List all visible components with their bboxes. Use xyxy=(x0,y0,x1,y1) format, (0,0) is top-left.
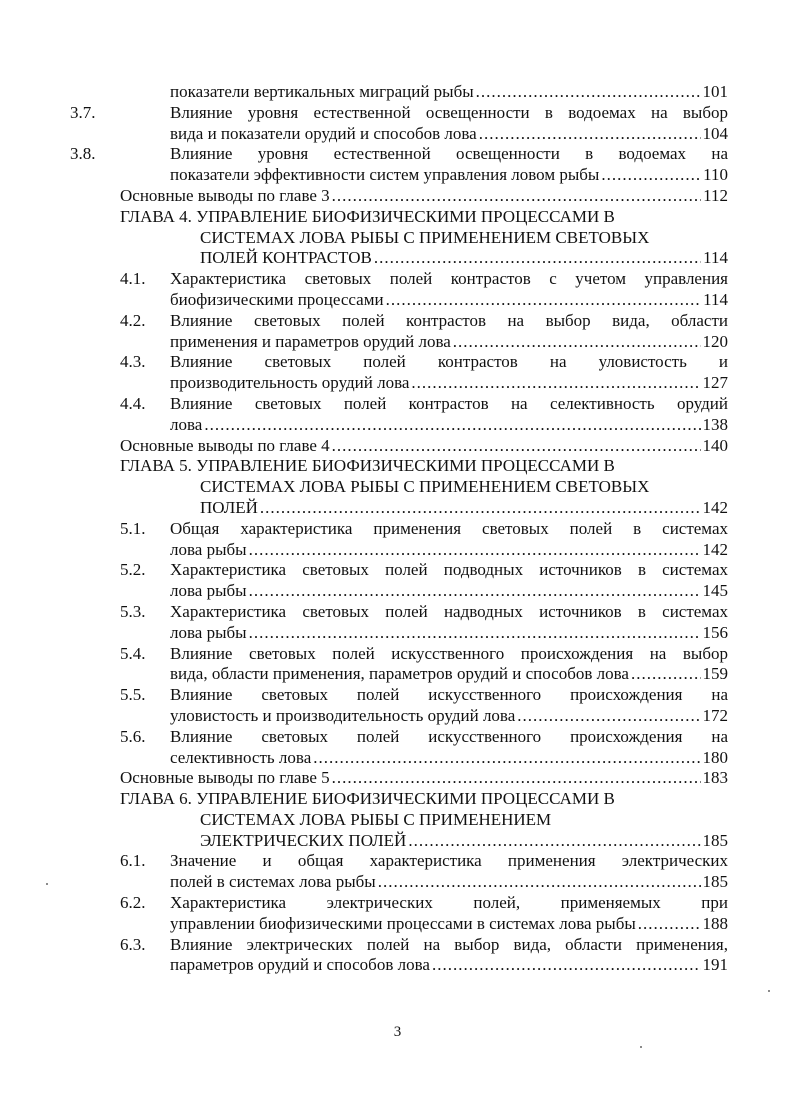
toc-entry-text: уловистость и производительность орудий лова xyxy=(170,705,516,725)
chapter-title-line: СИСТЕМАХ ЛОВА РЫБЫ С ПРИМЕНЕНИЕМ xyxy=(200,809,552,829)
toc-page-number: 127 xyxy=(702,373,728,393)
toc-entry-text: селективность лова xyxy=(170,747,312,767)
toc-entry-line: Общая характеристика применения световых полей в системах xyxy=(170,518,728,538)
toc-entry-line: Влияние световых полей искусственного происхождения на xyxy=(170,685,728,705)
toc-page-number: 156 xyxy=(702,622,728,642)
dot-leader xyxy=(332,436,701,457)
toc-entry-text: биофизическими процессами xyxy=(170,289,384,309)
section-number: 6.1. xyxy=(120,851,146,871)
toc-entry-6-1 xyxy=(120,851,728,893)
toc-entry-line: Характеристика световых полей контрастов с учетом управления xyxy=(170,269,728,289)
toc-page-number: 120 xyxy=(702,331,728,351)
dot-leader xyxy=(378,872,701,893)
toc-entry-conclusions-3 xyxy=(120,186,728,207)
toc-page-number: 183 xyxy=(702,768,728,788)
toc-entry-3-7 xyxy=(70,102,728,145)
section-number: 5.2. xyxy=(120,560,146,580)
toc-entry-6-3 xyxy=(120,935,728,977)
section-number: 4.1. xyxy=(120,269,146,289)
scan-speck xyxy=(46,883,48,885)
toc-page-number: 180 xyxy=(702,747,728,767)
chapter-title-line: ПОЛЕЙ xyxy=(200,497,258,517)
toc-entry-5-6 xyxy=(120,727,728,769)
chapter-title-line: СИСТЕМАХ ЛОВА РЫБЫ С ПРИМЕНЕНИЕМ СВЕТОВЫХ xyxy=(200,477,650,497)
toc-chapter-4 xyxy=(120,207,728,269)
section-number: 4.4. xyxy=(120,393,146,413)
dot-leader xyxy=(517,706,700,727)
toc-entry-5-3 xyxy=(120,602,728,644)
toc-page-number: 185 xyxy=(702,872,728,892)
toc-entry-4-2 xyxy=(120,311,728,353)
toc-entry-line: Влияние световых полей контрастов на выбор вида, области xyxy=(170,310,728,330)
toc-entry-line: Влияние уровня естественной освещенности в водоемах на выбор xyxy=(170,102,728,122)
toc-entry-5-1 xyxy=(120,519,728,561)
toc-page-number: 138 xyxy=(702,414,728,434)
toc-entry-conclusions-4 xyxy=(120,436,728,457)
section-number: 5.3. xyxy=(120,601,146,621)
section-number: 5.4. xyxy=(120,643,146,663)
chapter-title-line: ПОЛЕЙ КОНТРАСТОВ xyxy=(200,248,372,268)
toc-entry-text: Основные выводы по главе 4 xyxy=(120,435,330,455)
toc-entry-text: Основные выводы по главе 5 xyxy=(120,768,330,788)
toc-entry-text: показатели эффективности систем управления ловом рыбы xyxy=(170,165,600,185)
toc-entry-5-2 xyxy=(120,560,728,602)
dot-leader xyxy=(601,165,701,186)
toc-entry-line: Влияние световых полей контрастов на селективность орудий xyxy=(170,393,728,413)
toc-entry-line: Влияние световых полей контрастов на уловистость и xyxy=(170,352,728,372)
toc-page-number: 114 xyxy=(703,248,728,268)
toc-page-number: 101 xyxy=(702,82,728,101)
dot-leader xyxy=(638,914,701,935)
toc-entry-line: Влияние световых полей искусственного происхождения на xyxy=(170,726,728,746)
toc-entry-6-2 xyxy=(120,893,728,935)
scan-speck xyxy=(768,990,770,992)
toc-entry-text: вида, области применения, параметров орудий и способов лова xyxy=(170,664,629,684)
toc-entry-text: управлении биофизическими процессами в системах лова рыбы xyxy=(170,913,636,933)
toc-entry-text: лова рыбы xyxy=(170,581,247,601)
section-number: 6.3. xyxy=(120,934,146,954)
dot-leader xyxy=(249,581,701,602)
chapter-title-line: ЭЛЕКТРИЧЕСКИХ ПОЛЕЙ xyxy=(200,830,407,850)
toc-entry-text: вида и показатели орудий и способов лова xyxy=(170,123,477,143)
toc-entry-line: Характеристика световых полей подводных источников в системах xyxy=(170,560,728,580)
toc-page-number: 145 xyxy=(702,581,728,601)
dot-leader xyxy=(332,768,701,789)
toc-page-number: 191 xyxy=(702,955,728,975)
toc-page-number: 112 xyxy=(703,185,728,205)
toc-entry-text: полей в системах лова рыбы xyxy=(170,872,376,892)
toc-entry-line: Значение и общая характеристика применения электрических xyxy=(170,851,728,871)
dot-leader xyxy=(631,664,701,685)
toc-page-number: 172 xyxy=(702,705,728,725)
toc-entry-line: Характеристика электрических полей, применяемых при xyxy=(170,893,728,913)
toc-page-number: 142 xyxy=(702,497,728,517)
toc-entry-text: производительность орудий лова xyxy=(170,373,410,393)
section-number: 5.1. xyxy=(120,518,146,538)
toc-entry-text: параметров орудий и способов лова xyxy=(170,955,430,975)
dot-leader xyxy=(386,290,702,311)
toc-entry-3-6-continued xyxy=(120,82,728,103)
toc-page-number: 159 xyxy=(702,664,728,684)
toc-page-number: 110 xyxy=(703,165,728,185)
toc-entry-3-8 xyxy=(70,144,728,186)
toc-entry-text: лова xyxy=(170,414,203,434)
section-number: 5.6. xyxy=(120,726,146,746)
toc-entry-text: лова рыбы xyxy=(170,539,247,559)
toc-entry-conclusions-5 xyxy=(120,768,728,789)
dot-leader xyxy=(332,186,701,207)
section-number: 4.2. xyxy=(120,310,146,330)
toc-entry-text: лова рыбы xyxy=(170,622,247,642)
toc-entry-4-3 xyxy=(120,352,728,394)
toc-entry-5-5 xyxy=(120,685,728,727)
toc-page-number: 104 xyxy=(702,123,728,143)
section-number: 4.3. xyxy=(120,352,146,372)
section-number: 3.7. xyxy=(70,102,96,122)
page-number: 3 xyxy=(393,1024,402,1040)
dot-leader xyxy=(408,831,700,852)
scan-speck xyxy=(640,1046,642,1048)
toc-page-number: 140 xyxy=(702,435,728,455)
toc-chapter-6 xyxy=(120,789,728,851)
dot-leader xyxy=(476,82,701,103)
chapter-title-line: ГЛАВА 6. УПРАВЛЕНИЕ БИОФИЗИЧЕСКИМИ ПРОЦЕССАМИ В xyxy=(120,789,615,809)
toc-entry-4-1 xyxy=(120,269,728,311)
toc-entry-line: Характеристика световых полей надводных источников в системах xyxy=(170,601,728,621)
dot-leader xyxy=(249,540,701,561)
dot-leader xyxy=(204,415,700,436)
dot-leader xyxy=(432,955,701,976)
toc-entry-line: Влияние уровня естественной освещенности в водоемах на xyxy=(170,144,728,164)
dot-leader xyxy=(313,748,700,769)
dot-leader xyxy=(479,124,701,145)
section-number: 6.2. xyxy=(120,893,146,913)
toc-chapter-5 xyxy=(120,456,728,518)
toc-entry-text: применения и параметров орудий лова xyxy=(170,331,451,351)
toc-entry-4-4 xyxy=(120,394,728,436)
chapter-title-line: СИСТЕМАХ ЛОВА РЫБЫ С ПРИМЕНЕНИЕМ СВЕТОВЫХ xyxy=(200,227,650,247)
chapter-title-line: ГЛАВА 4. УПРАВЛЕНИЕ БИОФИЗИЧЕСКИМИ ПРОЦЕССАМИ В xyxy=(120,206,615,226)
toc-page-number: 185 xyxy=(702,830,728,850)
dot-leader xyxy=(374,248,701,269)
table-of-contents xyxy=(70,82,728,976)
toc-entry-5-4 xyxy=(120,644,728,686)
chapter-title-line: ГЛАВА 5. УПРАВЛЕНИЕ БИОФИЗИЧЕСКИМИ ПРОЦЕССАМИ В xyxy=(120,456,615,476)
toc-page-number: 114 xyxy=(703,289,728,309)
toc-page-number: 188 xyxy=(702,913,728,933)
dot-leader xyxy=(453,332,701,353)
section-number: 3.8. xyxy=(70,144,96,164)
toc-entry-text: Основные выводы по главе 3 xyxy=(120,185,330,205)
toc-page-number: 142 xyxy=(702,539,728,559)
toc-entry-text: показатели вертикальных миграций рыбы xyxy=(170,82,474,101)
toc-entry-line: Влияние световых полей искусственного происхождения на выбор xyxy=(170,643,728,663)
toc-entry-line: Влияние электрических полей на выбор вида, области применения, xyxy=(170,934,728,954)
dot-leader xyxy=(260,498,701,519)
section-number: 5.5. xyxy=(120,685,146,705)
dot-leader xyxy=(411,373,700,394)
dot-leader xyxy=(249,623,701,644)
